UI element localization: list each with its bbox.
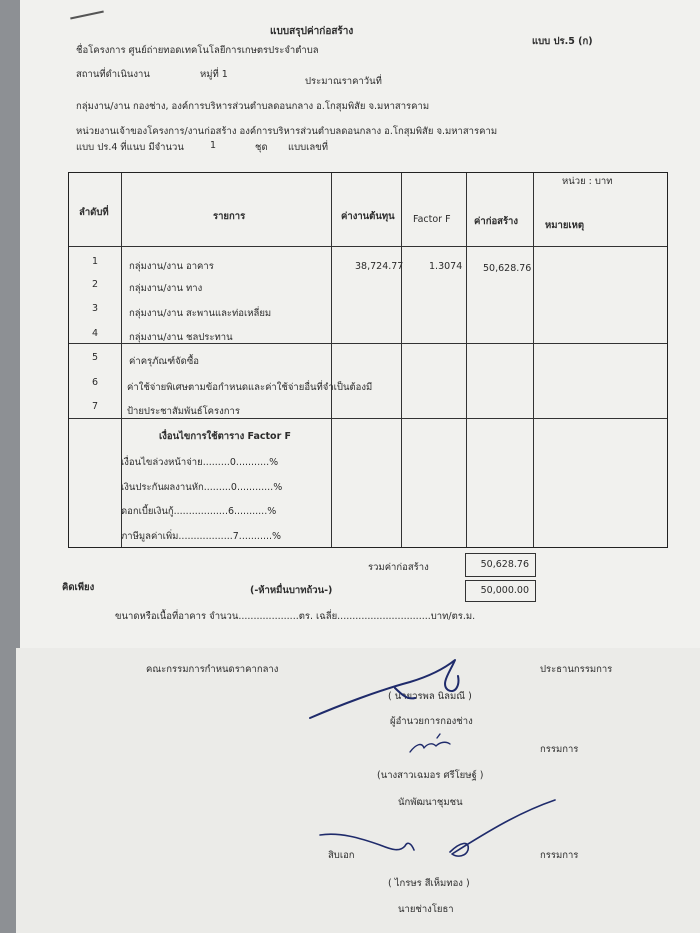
member2-name: ( ไกรษร สีเห็มทอง ) <box>388 878 470 889</box>
condition-vat: ภาษีมูลค่าเพิ่ม..................7...........% <box>121 531 282 542</box>
row-no: 5 <box>92 352 99 363</box>
area-line: ขนาดหรือเนื้อที่อาคาร จำนวน....................ตร. เฉลี่ย...............................บาท/ตร.ม. <box>115 611 476 622</box>
chair-signature <box>310 660 458 718</box>
header-factor: Factor F <box>413 214 451 225</box>
row-item: กลุ่มงาน/งาน ทาง <box>129 283 203 294</box>
member1-role: กรรมการ <box>540 744 579 755</box>
rounded-words: (-ห้าหมื่นบาทถ้วน-) <box>250 585 333 596</box>
row-no: 1 <box>92 256 99 267</box>
member2-position: นายช่างโยธา <box>398 904 454 915</box>
member1-signature <box>410 734 450 752</box>
conditions-title: เงื่อนไขการใช้ตาราง Factor F <box>159 431 292 442</box>
row-no: 2 <box>92 279 99 290</box>
row-no: 7 <box>92 401 99 412</box>
location-label: สถานที่ดำเนินงาน <box>76 69 150 80</box>
row-item: ค่าใช้จ่ายพิเศษตามข้อกำหนดและค่าใช้จ่ายอื่นที่จำเป็นต้องมี <box>127 382 373 393</box>
rounded-value: 50,000.00 <box>465 580 536 602</box>
project-name: ชื่อโครงการ ศูนย์ถ่ายทอดเทคโนโลยีการเกษตรประจำตำบล <box>76 45 319 56</box>
unit-label: หน่วย : บาท <box>562 176 613 187</box>
row-no: 3 <box>92 303 99 314</box>
member2-role: กรรมการ <box>540 850 579 861</box>
form-ref-prefix: แบบ ปร.4 ที่แนบ มีจำนวน <box>76 142 184 153</box>
row-item: กลุ่มงาน/งาน ชลประทาน <box>129 332 233 343</box>
work-group: กลุ่มงาน/งาน กองช่าง, องค์การบริหารส่วนตำบลดอนกลาง อ.โกสุมพิสัย จ.มหาสารคาม <box>76 101 430 112</box>
row-cost: 38,724.77 <box>355 261 404 272</box>
total-value: 50,628.76 <box>465 553 536 577</box>
row-no: 4 <box>92 328 99 339</box>
member1-name: (นางสาวเฉมอร ศรีโยษฐ์ ) <box>377 770 484 781</box>
header-remark: หมายเหตุ <box>545 220 585 231</box>
chair-name: ( นายวรพล นิลมณี ) <box>388 691 472 702</box>
member2-signature <box>320 800 555 856</box>
form-code: แบบ ปร.5 (ก) <box>532 36 593 47</box>
row-item: ค่าครุภัณฑ์จัดซื้อ <box>129 356 199 367</box>
header-no: ลำดับที่ <box>79 207 109 218</box>
total-label: รวมค่าก่อสร้าง <box>368 562 429 573</box>
row-total: 50,628.76 <box>483 263 532 274</box>
member2-prefix: สิบเอก <box>328 850 355 861</box>
chair-role: ประธานกรรมการ <box>540 664 613 675</box>
chair-position: ผู้อำนวยการกองช่าง <box>390 716 473 727</box>
header-total: ค่าก่อสร้าง <box>474 216 519 227</box>
village: หมู่ที่ 1 <box>200 69 228 80</box>
condition-interest: ดอกเบี้ยเงินกู้..................6...........% <box>121 506 277 517</box>
row-no: 6 <box>92 377 99 388</box>
estimate-date-label: ประมาณราคาวันที่ <box>305 76 382 87</box>
form-ref-set: ชุด <box>255 142 268 153</box>
row-item: กลุ่มงาน/งาน สะพานและท่อเหลี่ยม <box>129 308 272 319</box>
member1-position: นักพัฒนาชุมชน <box>398 797 463 808</box>
condition-advance: เงื่อนไขล่วงหน้าจ่าย.........0...........% <box>121 457 279 468</box>
condition-retention: เงินประกันผลงานหัก.........0............% <box>121 482 283 493</box>
rounded-label: คิดเพียง <box>62 582 95 593</box>
row-item: กลุ่มงาน/งาน อาคาร <box>129 261 214 272</box>
owner-agency: หน่วยงานเจ้าของโครงการ/งานก่อสร้าง องค์การบริหารส่วนตำบลดอนกลาง อ.โกสุมพิสัย จ.มหาสารคาม <box>76 126 498 137</box>
row-factor: 1.3074 <box>429 261 463 272</box>
header-item: รายการ <box>213 211 246 222</box>
form-ref-no: แบบเลขที่ <box>288 142 329 153</box>
form-title: แบบสรุปค่าก่อสร้าง <box>270 26 354 37</box>
header-cost: ค่างานต้นทุน <box>341 211 395 222</box>
form-ref-count: 1 <box>210 140 217 151</box>
row-item: ป้ายประชาสัมพันธ์โครงการ <box>127 406 240 417</box>
committee-heading: คณะกรรมการกำหนดราคากลาง <box>146 664 279 675</box>
